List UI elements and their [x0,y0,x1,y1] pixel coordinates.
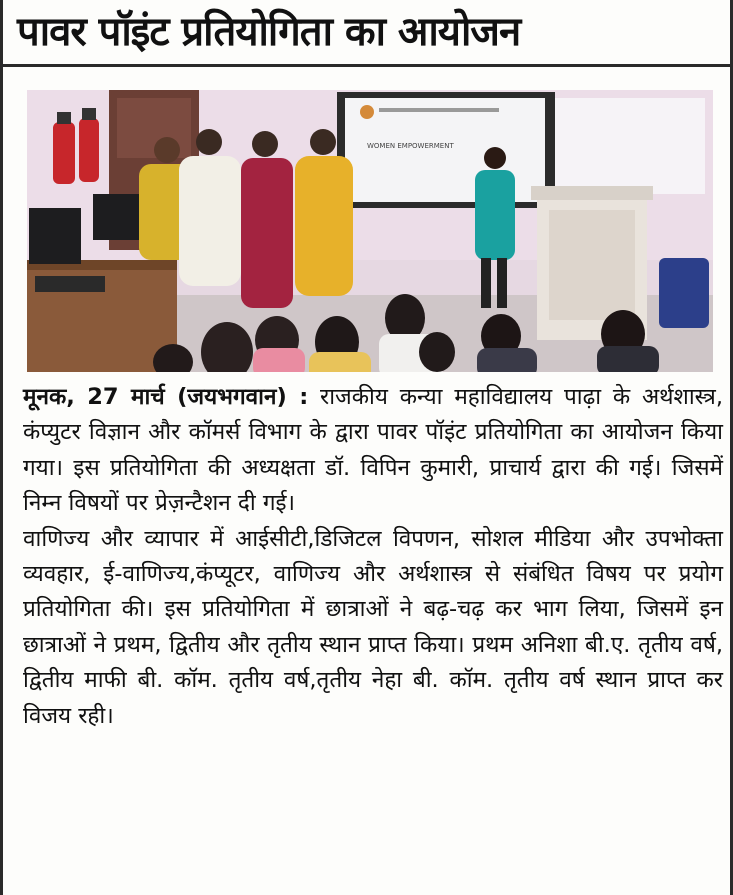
event-photo [27,90,713,372]
article-body [23,380,723,734]
article-paragraph-1 [23,380,723,522]
dateline: मूनक, 27 मार्च (जयभगवान) : [23,384,309,410]
paragraph-1-text: राजकीय कन्या महाविद्यालय पाढ़ा के अर्थशास्त्र, कंप्युटर विज्ञान और कॉमर्स विभाग के द्वारा पावर पॉइंट प्रतियोगिता का आयोजन किया गया। इस प्रतियोगिता की अध्यक्षता डॉ. विपिन कुमारी, प्राचार्य द्वारा की गई। जिसमें निम्न विषयों पर प्रेज़न्टैशन दी गई। [23,384,724,517]
monitor-icon [29,208,81,264]
classroom-scene [27,90,713,372]
article-paragraph-2: वाणिज्य और व्यापार में आईसीटी,डिजिटल विपणन, सोशल मीडिया और उपभोक्ता व्यवहार, ई-वाणिज्य,कंप्यूटर, वाणिज्य और अर्थशास्त्र से संबंधित विषय पर प्रयोग प्रतियोगिता की। इस प्रतियोगिता में छात्राओं ने बढ़-चढ़ कर भाग लिया, जिसमें इन छात्राओं ने प्रथम, द्वितीय और तृतीय स्थान प्राप्त किया। प्रथम अनिशा बी.ए. तृतीय वर्ष, द्वितीय माफी बी. कॉम. तृतीय वर्ष,तृतीय नेहा बी. कॉम. तृतीय वर्ष स्थान प्राप्त कर विजय रही। [23,525,723,729]
monitor-icon [93,194,139,240]
headline: पावर पॉइंट प्रतियोगिता का आयोजन [3,0,730,67]
slide-text: WOMEN EMPOWERMENT [367,142,454,150]
